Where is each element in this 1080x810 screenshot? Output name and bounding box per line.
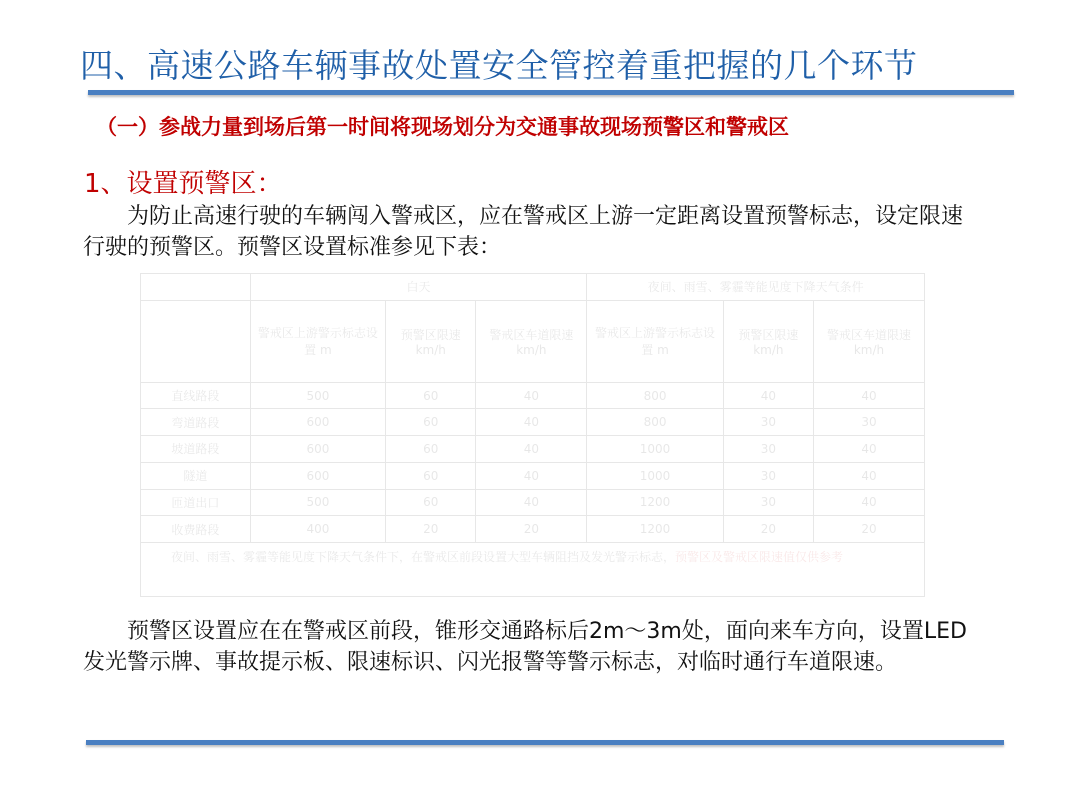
slide-title: 四、高速公路车辆事故处置安全管控着重把握的几个环节: [80, 46, 918, 85]
table-cell: 500: [250, 382, 385, 409]
table-cell: 600: [250, 436, 385, 463]
table-group-header: 白天: [250, 274, 587, 301]
table-cell: 30: [723, 436, 813, 463]
table-cell: 40: [476, 409, 587, 436]
table-cell: 40: [723, 382, 813, 409]
table-column-header: 警戒区上游警示标志设置 m: [587, 300, 723, 382]
reference-table: [140, 273, 925, 543]
table-column-header: 预警区限速 km/h: [723, 300, 813, 382]
table-cell: 60: [386, 409, 476, 436]
table-cell: 20: [476, 516, 587, 543]
body-paragraph-text: 预警区设置应在在警戒区前段，锥形交通路标后2m～3m处，面向来车方向，设置LED发光警示牌、事故提示板、限速标识、闪光报警等警示标志，对临时通行车道限速。: [83, 619, 967, 675]
table-cell: 弯道路段: [141, 409, 251, 436]
table-cell: 40: [476, 462, 587, 489]
table-footnote-red-text: 预警区及警戒区限速值仅供参考: [675, 550, 844, 564]
table-column-header: 警戒区车道限速 km/h: [476, 300, 587, 382]
table-corner-cell: [141, 274, 251, 301]
table-row: [141, 436, 925, 463]
table-cell: 600: [250, 462, 385, 489]
table-cell: 直线路段: [141, 382, 251, 409]
table-cell: 隧道: [141, 462, 251, 489]
intro-paragraph-text: 为防止高速行驶的车辆闯入警戒区，应在警戒区上游一定距离设置预警标志，设定限速行驶的预警区。预警区设置标准参见下表：: [83, 204, 964, 260]
table-cell: 40: [814, 382, 925, 409]
table-column-header: 警戒区车道限速 km/h: [814, 300, 925, 382]
table-cell: 60: [386, 436, 476, 463]
table-cell: 1000: [587, 462, 723, 489]
table-cell: 20: [723, 516, 813, 543]
table-group-header-row: [141, 274, 925, 301]
table-cell: 1000: [587, 436, 723, 463]
table-cell: 40: [814, 436, 925, 463]
table-cell: 匝道出口: [141, 489, 251, 516]
table-row: [141, 409, 925, 436]
table-cell: 40: [814, 489, 925, 516]
table-cell: 60: [386, 489, 476, 516]
table-cell: 30: [723, 409, 813, 436]
table-cell: 40: [476, 382, 587, 409]
title-underline: [88, 90, 1014, 95]
table-cell: 收费路段: [141, 516, 251, 543]
table-column-header-row: [141, 300, 925, 382]
table-cell: 30: [723, 462, 813, 489]
footer-rule: [86, 740, 1004, 745]
table-cell: 30: [814, 409, 925, 436]
table-row: [141, 489, 925, 516]
table-row: [141, 382, 925, 409]
table-footnote-text: 夜间、雨雪、雾霾等能见度下降天气条件下，在警戒区前段设置大型车辆阻挡及发光警示标志，: [171, 550, 676, 564]
section-subtitle: （一）参战力量到场后第一时间将现场划分为交通事故现场预警区和警戒区: [96, 115, 789, 139]
table-cell: 1200: [587, 516, 723, 543]
table-cell: 1200: [587, 489, 723, 516]
table-cell: 40: [476, 436, 587, 463]
table-group-header: 夜间、雨雪、雾霾等能见度下降天气条件: [587, 274, 925, 301]
table-column-header: 警戒区上游警示标志设置 m: [250, 300, 385, 382]
table-cell: 60: [386, 462, 476, 489]
table-column-header: [141, 300, 251, 382]
table-cell: 40: [476, 489, 587, 516]
intro-paragraph: [83, 201, 963, 263]
table-row: [141, 516, 925, 543]
table-cell: 30: [723, 489, 813, 516]
table-cell: 60: [386, 382, 476, 409]
table-column-header: 预警区限速 km/h: [386, 300, 476, 382]
body-paragraph: [83, 616, 968, 678]
table-row: [141, 462, 925, 489]
table-cell: 20: [814, 516, 925, 543]
table-cell: 500: [250, 489, 385, 516]
table-cell: 800: [587, 409, 723, 436]
faded-reference-table: [140, 273, 925, 598]
section-heading: 1、设置预警区：: [84, 169, 283, 199]
table-cell: 40: [814, 462, 925, 489]
table-cell: 20: [386, 516, 476, 543]
table-cell: 600: [250, 409, 385, 436]
table-cell: 坡道路段: [141, 436, 251, 463]
table-cell: 800: [587, 382, 723, 409]
table-footnote: [140, 543, 925, 597]
table-cell: 400: [250, 516, 385, 543]
